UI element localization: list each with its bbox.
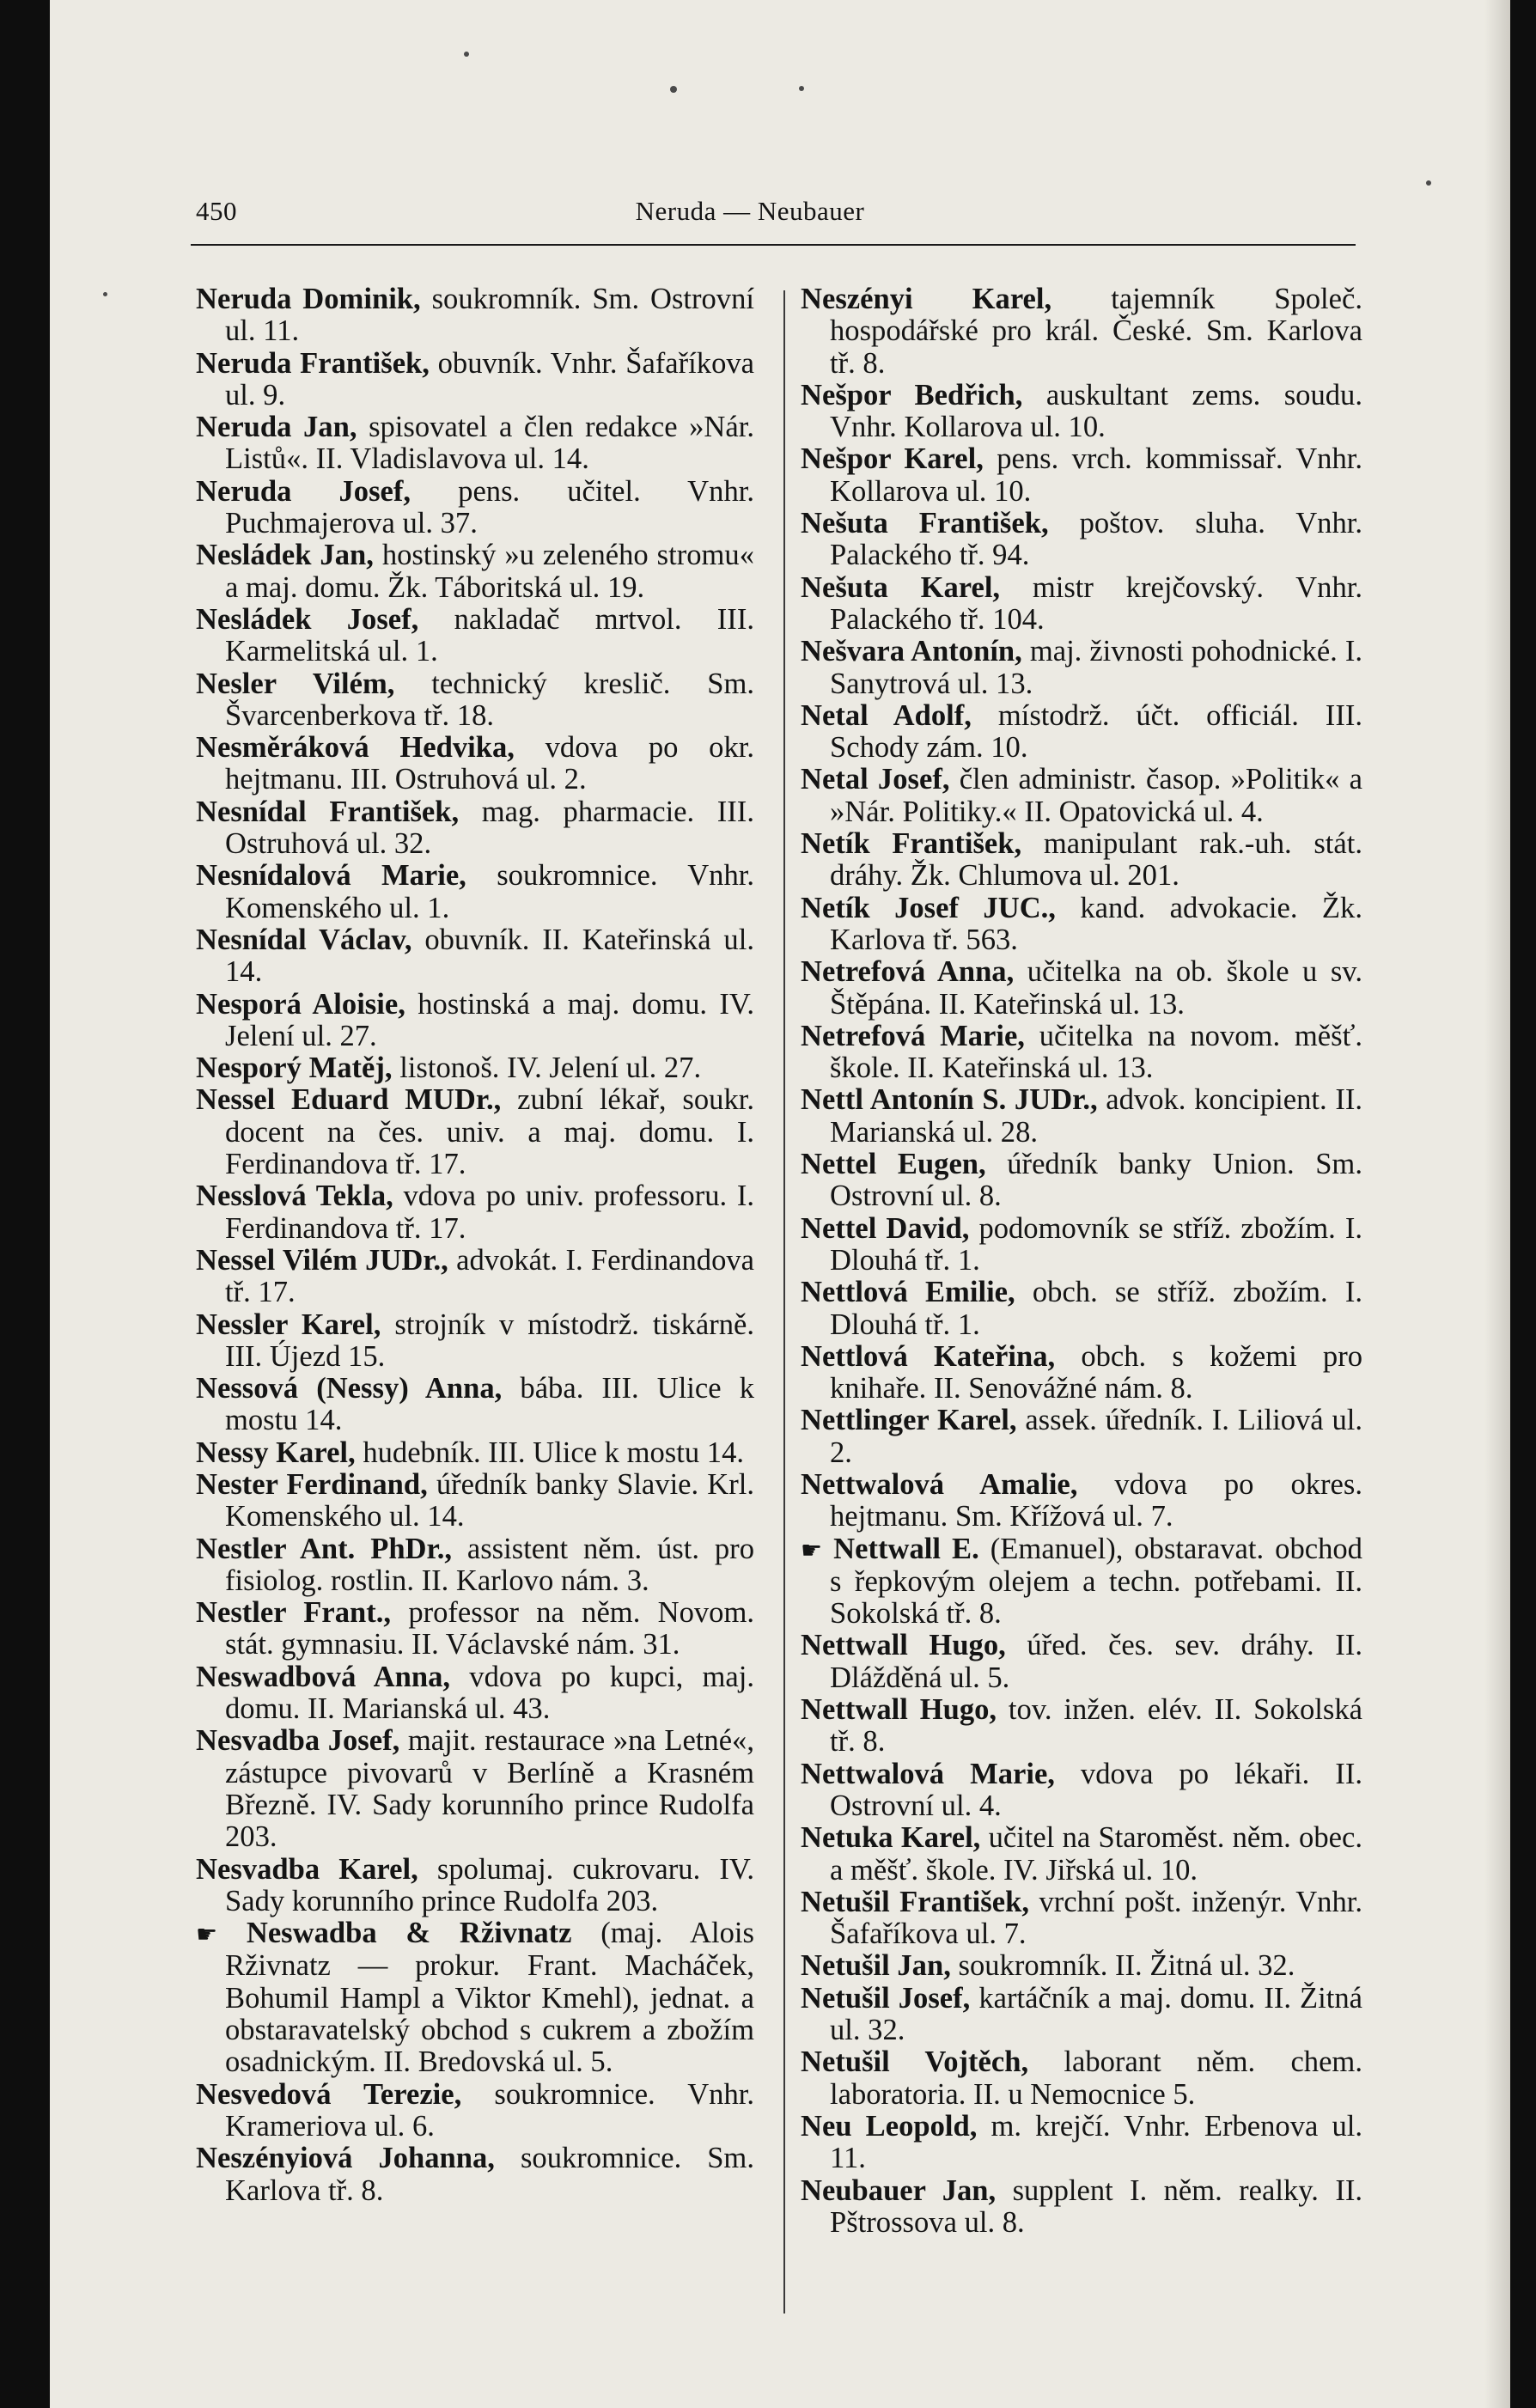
entry-name: Netrefová Marie,	[801, 1019, 1025, 1052]
scan-speck	[1426, 180, 1431, 186]
scan-speck	[103, 292, 107, 296]
entry-details: (Emanuel), obstaravat. obchod s řepkovým olejem a techn. potřebami. II. Sokolská tř. 8.	[830, 1532, 1362, 1631]
entry-name: Nesporý Matěj,	[196, 1052, 393, 1085]
directory-entry	[196, 283, 754, 348]
entry-details: vdova po okr. hejtmanu. III. Ostruhová ul. 2.	[225, 731, 754, 796]
entry-name: Nester Ferdinand,	[196, 1467, 428, 1501]
directory-entry	[801, 1759, 1362, 1823]
entry-details: vdova po kupci, maj. domu. II. Marianská ul. 43.	[225, 1660, 754, 1726]
directory-entry	[801, 1405, 1362, 1469]
directory-entry	[196, 796, 754, 861]
entry-details: úřed. čes. sev. dráhy. II. Dlážděná ul. 5.	[830, 1629, 1362, 1694]
entry-name: Neruda Dominik,	[196, 283, 421, 315]
directory-entry	[196, 1437, 754, 1469]
entry-details: listonoš. IV. Jelení ul. 27.	[399, 1052, 702, 1085]
entry-details: assistent něm. úst. pro fisiolog. rostlin. II. Karlovo nám. 3.	[225, 1532, 754, 1597]
directory-entry	[801, 2111, 1362, 2175]
directory-entry	[196, 1180, 754, 1245]
entry-name: Nettwall Hugo,	[801, 1693, 997, 1727]
directory-entry	[196, 604, 754, 668]
directory-entry	[196, 668, 754, 733]
directory-entry	[801, 1887, 1362, 1951]
header-rule	[191, 244, 1356, 246]
entry-name: Nešuta Karel,	[801, 570, 1001, 604]
entry-name: Nettwall E.	[833, 1532, 979, 1565]
directory-entry	[196, 348, 754, 412]
entry-details: tov. inžen. elév. II. Sokolská tř. 8.	[830, 1693, 1362, 1759]
directory-entry	[801, 893, 1362, 957]
entry-name: Nessy Karel,	[196, 1436, 356, 1469]
entry-details: bába. III. Ulice k mostu 14.	[225, 1372, 754, 1437]
entry-details: professor na něm. Novom. stát. gymnasiu. II. Václavské nám. 31.	[225, 1596, 754, 1661]
directory-entry	[801, 1533, 1362, 1631]
entry-details: (maj. Alois Rživnatz — prokur. Frant. Macháček, Bohumil Hampl a Viktor Kmehl), jednat. a obstaravatelský obchod s cukrem a zbožím osadnickým. II. Bredovská ul. 5.	[225, 1917, 754, 2079]
entry-name: Nestler Ant. PhDr.,	[196, 1532, 452, 1565]
directory-entry	[196, 2079, 754, 2143]
entry-details: spisovatel a člen redakce »Nár. Listů«. II. Vladislavova ul. 14.	[225, 411, 754, 476]
entry-details: assek. úředník. I. Liliová ul. 2.	[830, 1404, 1362, 1469]
entry-name: Nesvadba Karel,	[196, 1852, 418, 1886]
entry-name: Nesměráková Hedvika,	[196, 731, 515, 765]
directory-entry	[801, 1084, 1362, 1149]
entry-name: Nessová (Nessy) Anna,	[196, 1372, 503, 1405]
directory-entry	[801, 764, 1362, 828]
entry-name: Nettlová Kateřina,	[801, 1339, 1056, 1373]
entry-details: soukromník. II. Žitná ul. 32.	[958, 1949, 1295, 1983]
entry-name: Neu Leopold,	[801, 2109, 978, 2143]
entry-name: Nesládek Josef,	[196, 602, 419, 636]
directory-entry	[801, 956, 1362, 1021]
entry-details: vdova po univ. professoru. I. Ferdinandova tř. 17.	[225, 1180, 754, 1245]
entry-details: vrchní pošt. inženýr. Vnhr. Šafaříkova ul. 7.	[830, 1885, 1362, 1951]
entry-name: Nettwalová Amalie,	[801, 1467, 1078, 1501]
directory-entry	[801, 1630, 1362, 1694]
entry-details: nakladač mrtvol. III. Karmelitská ul. 1.	[225, 602, 754, 668]
directory-entry	[801, 1277, 1362, 1341]
directory-entry	[801, 1822, 1362, 1887]
entry-name: Nesler Vilém,	[196, 667, 395, 700]
entry-name: Nesporá Aloisie,	[196, 987, 405, 1021]
entry-name: Netal Adolf,	[801, 698, 972, 732]
entry-name: Nettl Antonín S. JUDr.,	[801, 1083, 1098, 1117]
entry-details: tajemník Společ. hospodářské pro král. České. Sm. Karlova tř. 8.	[830, 283, 1362, 380]
entry-details: pens. vrch. kommissař. Vnhr. Kollarova ul. 10.	[830, 442, 1362, 508]
right-column	[801, 283, 1362, 2239]
running-head: Neruda — Neubauer	[635, 196, 865, 226]
entry-details: učitel na Staroměst. něm. obec. a měšť. škole. IV. Jiřská ul. 10.	[830, 1821, 1362, 1887]
directory-entry	[196, 1725, 754, 1853]
entry-details: obuvník. II. Kateřinská ul. 14.	[225, 923, 754, 989]
entry-name: Nettlová Emilie,	[801, 1276, 1015, 1309]
entry-details: zubní lékař, soukr. docent na čes. univ. a maj. domu. I. Ferdinandova tř. 17.	[225, 1083, 754, 1181]
entry-name: Nesnídal Václav,	[196, 923, 412, 956]
entry-name: Nešpor Bedřich,	[801, 378, 1023, 411]
entry-name: Nesvadba Josef,	[196, 1724, 400, 1758]
directory-entry	[801, 636, 1362, 700]
directory-entry	[801, 828, 1362, 893]
directory-entry	[196, 1661, 754, 1726]
directory-entry	[196, 1469, 754, 1533]
entry-name: Netušil František,	[801, 1885, 1029, 1918]
entry-details: učitelka na novom. měšť. škole. II. Kateřinská ul. 13.	[830, 1019, 1362, 1085]
directory-entry	[801, 508, 1362, 572]
entry-details: obch. se stříž. zbožím. I. Dlouhá tř. 1.	[830, 1276, 1362, 1341]
entry-name: Nesslová Tekla,	[196, 1180, 393, 1213]
directory-entry	[196, 732, 754, 796]
directory-entry	[196, 411, 754, 476]
scan-speck	[670, 86, 677, 93]
entry-name: Netík František,	[801, 827, 1022, 861]
directory-entry	[196, 476, 754, 540]
directory-entry	[196, 540, 754, 604]
entry-name: Nešvara Antonín,	[801, 635, 1022, 668]
directory-entry	[801, 1213, 1362, 1277]
entry-name: Neswadbová Anna,	[196, 1660, 451, 1693]
entry-details: soukromnice. Vnhr. Komenského ul. 1.	[225, 859, 754, 924]
directory-entry	[196, 1854, 754, 1918]
directory-entry	[196, 860, 754, 924]
column-divider	[783, 290, 785, 2314]
entry-details: podomovník se stříž. zbožím. I. Dlouhá tř. 1.	[830, 1211, 1362, 1277]
entry-details: poštov. sluha. Vnhr. Palackého tř. 94.	[830, 507, 1362, 572]
directory-entry	[801, 700, 1362, 765]
directory-entry	[801, 380, 1362, 444]
scan-speck	[799, 86, 804, 91]
entry-details: člen administr. časop. »Politik« a »Nár. Politiky.« II. Opatovická ul. 4.	[830, 763, 1362, 828]
entry-name: Netal Josef,	[801, 763, 950, 796]
entry-details: technický kreslič. Sm. Švarcenberkova tř. 18.	[225, 667, 754, 732]
entry-details: kand. advokacie. Žk. Karlova tř. 563.	[830, 891, 1362, 956]
entry-details: advok. koncipient. II. Marianská ul. 28.	[830, 1083, 1362, 1149]
entry-details: advokát. I. Ferdinandova tř. 17.	[225, 1243, 754, 1309]
entry-name: Neubauer Jan,	[801, 2173, 997, 2207]
directory-entry	[801, 1950, 1362, 1982]
scan-speck	[464, 52, 469, 57]
entry-details: strojník v místodrž. tiskárně. III. Újezd 15.	[225, 1308, 754, 1373]
entry-details: mag. pharmacie. III. Ostruhová ul. 32.	[225, 795, 754, 861]
entry-name: Nettwalová Marie,	[801, 1757, 1055, 1790]
directory-entry	[196, 1533, 754, 1598]
entry-name: Netušil Vojtěch,	[801, 2045, 1029, 2079]
directory-entry	[196, 1309, 754, 1374]
entry-name: Neszényiová Johanna,	[196, 2142, 495, 2175]
entry-name: Neruda Jan,	[196, 411, 357, 444]
entry-name: Nettel David,	[801, 1211, 970, 1245]
entry-details: auskultant zems. soudu. Vnhr. Kollarova ul. 10.	[830, 378, 1362, 444]
entry-name: Nesnídal František,	[196, 795, 460, 828]
entry-name: Neruda Josef,	[196, 474, 411, 508]
directory-entry	[196, 1052, 754, 1084]
entry-name: Nessel Vilém JUDr.,	[196, 1243, 448, 1277]
entry-details: maj. živnosti pohodnické. I. Sanytrová ul. 13.	[830, 635, 1362, 700]
directory-entry	[801, 1694, 1362, 1759]
entry-name: Nesládek Jan,	[196, 539, 374, 572]
directory-entry	[196, 924, 754, 989]
left-column	[196, 283, 754, 2207]
entry-name: Nettlinger Karel,	[801, 1404, 1017, 1437]
directory-entry	[801, 443, 1362, 508]
directory-entry	[801, 2175, 1362, 2240]
page-edge-shadow	[1484, 0, 1510, 2408]
entry-name: Netušil Jan,	[801, 1949, 951, 1983]
directory-entry	[196, 989, 754, 1053]
entry-details: majit. restaurace »na Letné«, zástupce pivovarů v Berlíně a Krasném Březně. IV. Sady korunního prince Rudolfa 203.	[225, 1724, 754, 1854]
entry-name: Neswadba & Rživnatz	[246, 1917, 572, 1950]
entry-name: Netuka Karel,	[801, 1821, 981, 1855]
entry-details: hostinský »u zeleného stromu« a maj. domu. Žk. Táboritská ul. 19.	[225, 539, 754, 604]
entry-name: Neruda František,	[196, 346, 430, 380]
entry-name: Nessler Karel,	[196, 1308, 381, 1341]
directory-entry	[196, 2143, 754, 2207]
manicule-icon: ☛	[801, 1535, 823, 1564]
directory-entry	[196, 1917, 754, 2078]
entry-details: soukromnice. Sm. Karlova tř. 8.	[225, 2142, 754, 2207]
entry-details: hostinská a maj. domu. IV. Jelení ul. 27.	[225, 987, 754, 1052]
entry-details: mistr krejčovský. Vnhr. Palackého tř. 104.	[830, 570, 1362, 636]
entry-details: soukromnice. Vnhr. Krameriova ul. 6.	[225, 2077, 754, 2143]
directory-entry	[801, 1983, 1362, 2047]
entry-name: Nesnídalová Marie,	[196, 859, 466, 893]
directory-entry	[801, 2046, 1362, 2111]
entry-name: Netušil Josef,	[801, 1981, 971, 2015]
directory-entry	[801, 1469, 1362, 1533]
directory-entry	[801, 1021, 1362, 1085]
directory-entry	[196, 1597, 754, 1661]
entry-name: Netrefová Anna,	[801, 955, 1015, 989]
entry-name: Nettel Eugen,	[801, 1148, 986, 1181]
entry-details: učitelka na ob. škole u sv. Štěpána. II. Kateřinská ul. 13.	[830, 955, 1362, 1021]
entry-details: vdova po lékaři. II. Ostrovní ul. 4.	[830, 1757, 1362, 1822]
entry-name: Netík Josef JUC.,	[801, 891, 1056, 924]
entry-details: pens. učitel. Vnhr. Puchmajerova ul. 37.	[225, 474, 754, 540]
entry-details: úředník banky Union. Sm. Ostrovní ul. 8.	[830, 1148, 1362, 1213]
entry-details: úředník banky Slavie. Krl. Komenského ul. 14.	[225, 1467, 754, 1533]
directory-entry	[196, 1245, 754, 1309]
entry-details: soukromník. Sm. Ostrovní ul. 11.	[225, 283, 754, 348]
entry-details: manipulant rak.-uh. stát. dráhy. Žk. Chlumova ul. 201.	[830, 827, 1362, 893]
entry-details: obch. s kožemi pro knihaře. II. Senovážné nám. 8.	[830, 1339, 1362, 1405]
entry-details: laborant něm. chem. laboratoria. II. u Nemocnice 5.	[830, 2045, 1362, 2111]
entry-details: hudebník. III. Ulice k mostu 14.	[363, 1436, 745, 1469]
page-header	[144, 196, 1356, 234]
entry-name: Nestler Frant.,	[196, 1596, 392, 1630]
directory-entry	[801, 1149, 1362, 1213]
entry-details: kartáčník a maj. domu. II. Žitná ul. 32.	[830, 1981, 1362, 2047]
manicule-icon: ☛	[196, 1920, 218, 1949]
entry-name: Nešpor Karel,	[801, 442, 984, 476]
directory-entry	[801, 283, 1362, 380]
entry-details: místodrž. účt. officiál. III. Schody zám. 10.	[830, 698, 1362, 765]
entry-details: spolumaj. cukrovaru. IV. Sady korunního prince Rudolfa 203.	[225, 1852, 754, 1917]
entry-name: Neszényi Karel,	[801, 283, 1052, 315]
entry-details: m. krejčí. Vnhr. Erbenova ul. 11.	[830, 2109, 1362, 2175]
entry-name: Nesvedová Terezie,	[196, 2077, 462, 2111]
entry-name: Nessel Eduard MUDr.,	[196, 1083, 502, 1117]
directory-entry	[801, 1341, 1362, 1405]
page-number: 450	[196, 196, 237, 226]
directory-entry	[196, 1373, 754, 1437]
entry-details: vdova po okres. hejtmanu. Sm. Křížová ul. 7.	[830, 1467, 1362, 1533]
entry-details: obuvník. Vnhr. Šafaříkova ul. 9.	[225, 346, 754, 411]
entry-name: Nešuta František,	[801, 507, 1049, 540]
entry-name: Nettwall Hugo,	[801, 1629, 1006, 1662]
entry-details: supplent I. něm. realky. II. Pštrossova ul. 8.	[830, 2173, 1362, 2239]
directory-entry	[196, 1084, 754, 1180]
directory-entry	[801, 572, 1362, 637]
